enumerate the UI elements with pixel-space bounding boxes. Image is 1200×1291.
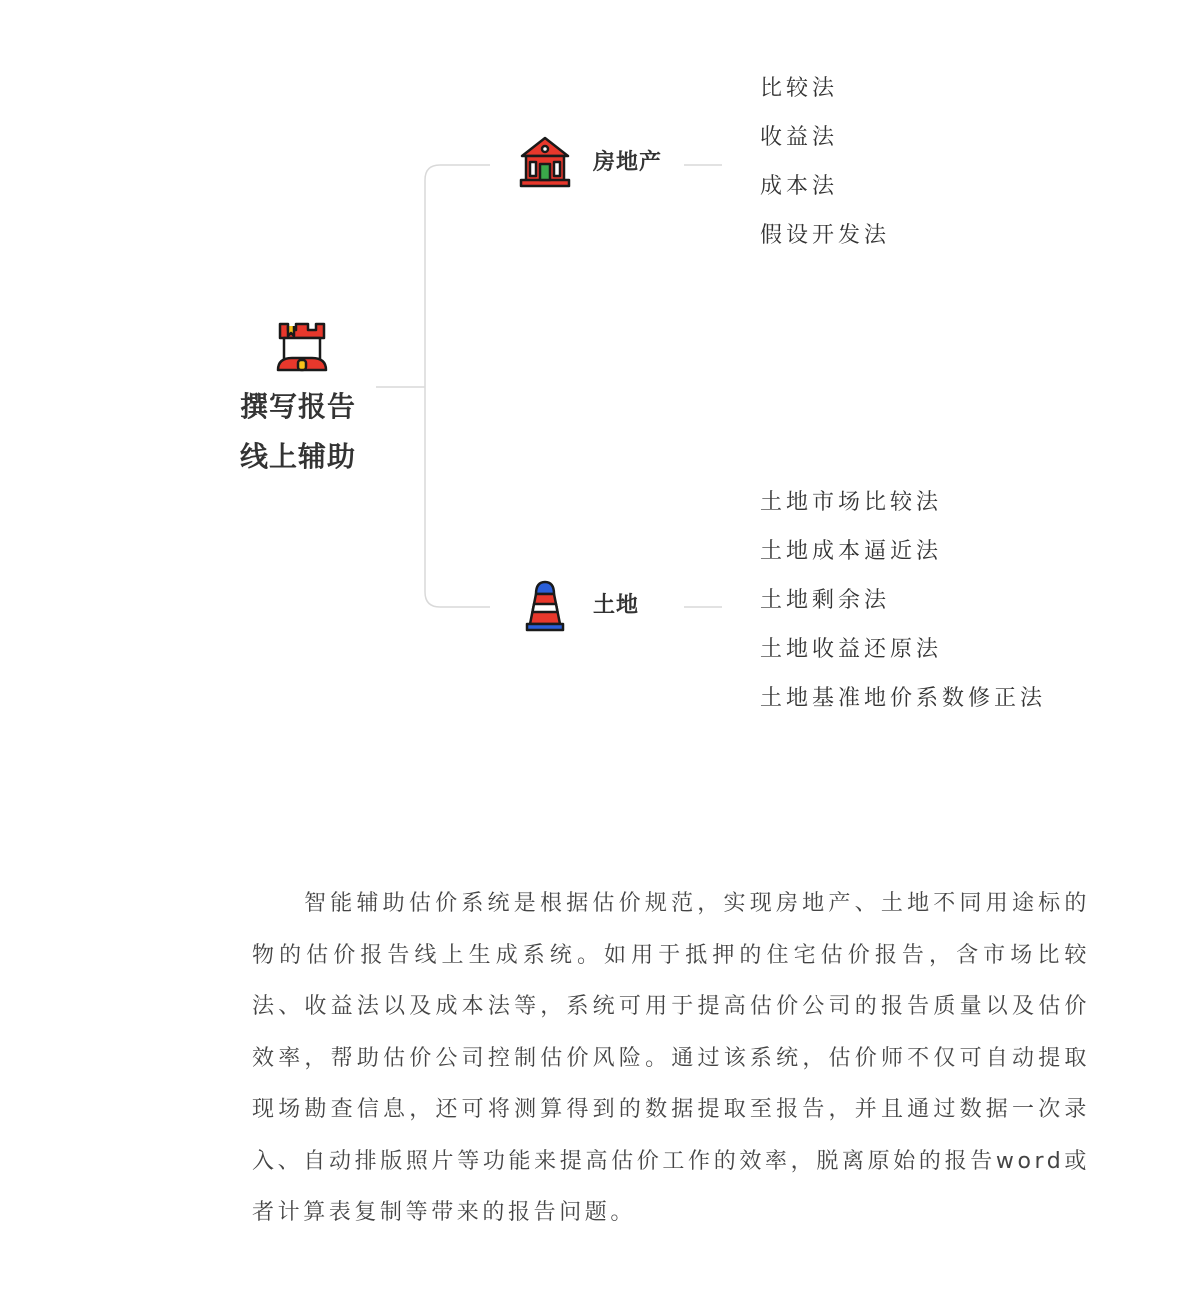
traffic-cone-icon [518, 580, 572, 632]
list-item: 土地收益还原法 [760, 637, 943, 662]
list-item: 土地剩余法 [760, 588, 891, 613]
list-item: 土地市场比较法 [760, 490, 943, 515]
description-paragraph: 智能辅助估价系统是根据估价规范，实现房地产、土地不同用途标的物的估价报告线上生成系统。如用于抵押的住宅估价报告，含市场比较法、收益法以及成本法等，系统可用于提高估价公司的报告质量以及估价效率，帮助估价公司控制估价风险。通过该系统，估价师不仅可自动提取现场勘查信息，还可将测算得到的数据提取至报告，并且通过数据一次录入、自动排版照片等功能来提高估价工作的效率，脱离原始的报告word或者计算表复制等带来的报告问题。 [252, 891, 1090, 1225]
list-item: 成本法 [760, 174, 839, 199]
land-methods-list [760, 478, 1046, 723]
list-item: 土地成本逼近法 [760, 539, 943, 564]
root-title-line1: 撰写报告 [240, 390, 357, 423]
house-icon [518, 136, 572, 188]
list-item: 比较法 [760, 76, 839, 101]
root-title-line2: 线上辅助 [240, 440, 357, 473]
list-item: 土地基准地价系数修正法 [760, 686, 1047, 711]
trunk-connector [425, 165, 490, 607]
list-item: 假设开发法 [760, 223, 891, 248]
branch-label-land: 土地 [593, 593, 640, 618]
branch-label-real-estate: 房地产 [593, 150, 663, 175]
real-estate-methods-list [760, 64, 890, 260]
list-item: 收益法 [760, 125, 839, 150]
castle-icon [276, 322, 328, 374]
root-title [240, 382, 380, 482]
